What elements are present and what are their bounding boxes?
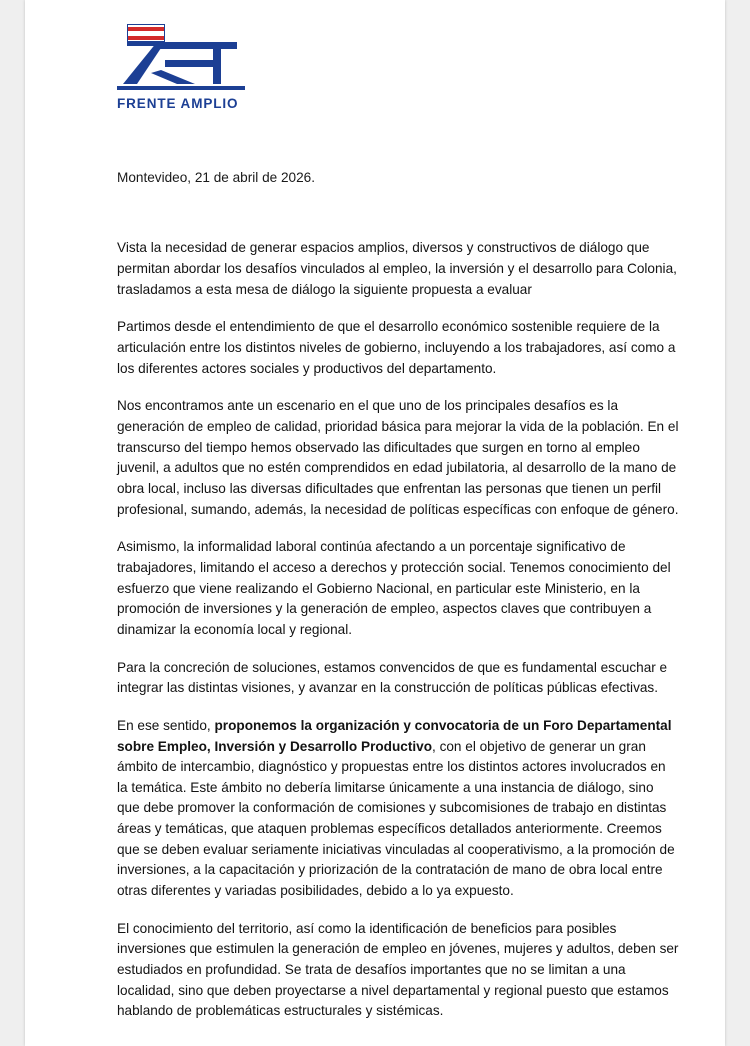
paragraph-5-text: Para la concreción de soluciones, estamos convencidos de que es fundamental escuchar e integrar las distintas visiones, y avanzar en la construcción de políticas públicas efectivas. xyxy=(117,659,668,696)
letterhead xyxy=(117,22,262,117)
paragraph-1-text: Vista la necesidad de generar espacios amplios, diversos y constructivos de diálogo que permitan abordar los desafíos vinculados al empleo, la inversión y el desarrollo para Colonia, trasladamos a esta mesa de diálogo la siguiente propuesta a evaluar xyxy=(117,240,677,297)
paragraph-6 xyxy=(117,716,679,902)
paragraph-2-text: Partimos desde el entendimiento de que el desarrollo económico sostenible requiere de la articulación entre los distintos niveles de gobierno, incluyendo a los trabajadores, así como a los diferentes actores sociales y productivos del departamento. xyxy=(117,319,676,376)
paragraph-7 xyxy=(117,919,679,1022)
paragraph-7-text: El conocimiento del territorio, así como la identificación de beneficios para posibles inversiones que estimulen la generación de empleo en jóvenes, mujeres y adultos, deben ser estudiados en profundidad. Se trata de desafíos importantes que no se limitan a una localidad, sino que deben proyectarse a nivel departamental y regional puesto que estamos hablando de problemáticas estructurales y sistémicas. xyxy=(117,920,679,1019)
paragraph-1 xyxy=(117,238,679,300)
paragraph-3-text: Nos encontramos ante un escenario en el que uno de los principales desafíos es la generación de empleo de calidad, prioridad básica para mejorar la vida de la población. En el transcurso del tiempo hemos observado las dificultades que surgen en torno al empleo juvenil, a adultos que no estén comprendidos en edad jubilatoria, al desarrollo de la mano de obra local, incluso las diversas dificultades que enfrentan las personas que tienen un perfil profesional, sumando, además, la necesidad de políticas específicas con enfoque de género. xyxy=(117,398,679,517)
document-page xyxy=(25,0,725,1046)
fa-monogram-icon xyxy=(117,38,247,90)
paragraph-6-text-emphasis: proponemos la organización y convocatoria de un Foro Departamental sobre Empleo, Inversión y Desarrollo Productivo xyxy=(117,717,672,754)
paragraph-2 xyxy=(117,317,679,379)
paragraph-5 xyxy=(117,658,679,699)
paragraph-6-text-lead: En ese sentido, xyxy=(117,717,215,733)
organization-name: FRENTE AMPLIO xyxy=(117,96,239,111)
paragraph-4 xyxy=(117,537,679,640)
paragraph-3 xyxy=(117,396,679,520)
date-line: Montevideo, 21 de abril de 2026. xyxy=(117,170,316,185)
paragraph-4-text: Asimismo, la informalidad laboral continúa afectando a un porcentaje significativo de trabajadores, limitando el acceso a derechos y protección social. Tenemos conocimiento del esfuerzo que viene realizando el Gobierno Nacional, en particular este Ministerio, en la promoción de inversiones y la generación de empleo, aspectos claves que contribuyen a dinamizar la economía local y regional. xyxy=(117,539,671,637)
frente-amplio-logo-icon xyxy=(117,22,247,90)
letter-body xyxy=(117,168,679,1022)
paragraph-6-text-rest: , con el objetivo de generar un gran ámbito de intercambio, diagnóstico y propuestas entre los distintos actores involucrados en la temática. Este ámbito no debería limitarse únicamente a una instancia de diálogo, sino que debe promover la conformación de comisiones y subcomisiones de trabajo en distintas áreas y temáticas, que ataquen problemas específicos detallados anteriormente. Creemos que se deben evaluar seriamente iniciativas vinculadas al cooperativismo, a la promoción de inversiones, a la capacitación y priorización de la contratación de mano de obra local entre otras diferentes y variadas posibilidades, debido a lo ya expuesto. xyxy=(117,738,675,899)
